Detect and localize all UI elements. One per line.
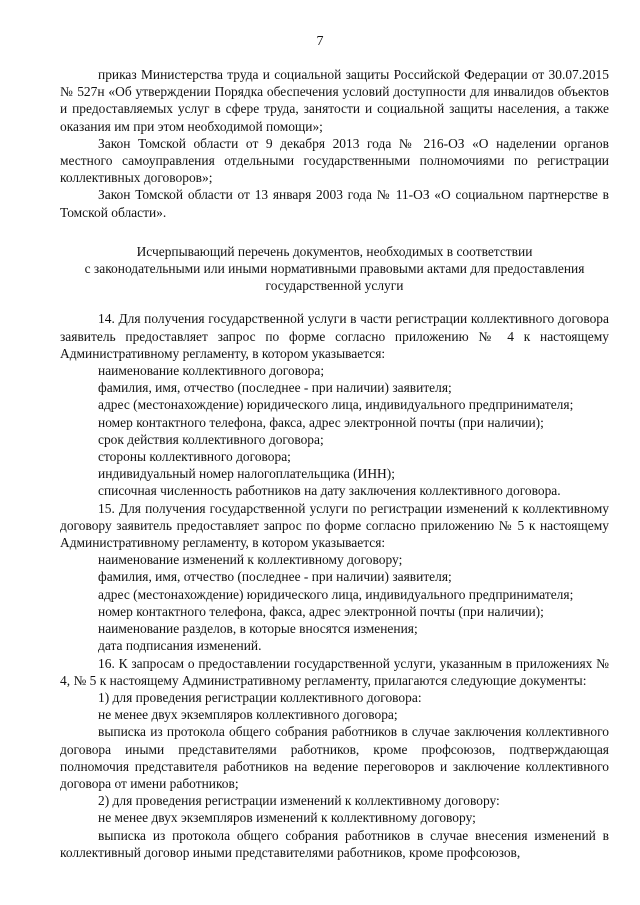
- section-heading-line: Исчерпывающий перечень документов, необходимых в соответствии: [136, 243, 533, 259]
- paragraph: 15. Для получения государственной услуги по регистрации изменений к коллективному договору заявитель предоставляет запрос по форме согласно приложению № 5 к настоящему Административному регламенту, в котором указывается:: [60, 500, 609, 551]
- list-item: не менее двух экземпляров изменений к коллективному договору;: [98, 810, 476, 826]
- list-item: выписка из протокола общего собрания работников в случае заключения коллективного договора иными представителями работников, кроме профсоюзов, подтверждающая полномочия представителя работников на ведение переговоров и заключение коллективного договора от имени работников;: [60, 724, 609, 791]
- list-item: фамилия, имя, отчество (последнее - при наличии) заявителя;: [98, 569, 452, 585]
- list-item: фамилия, имя, отчество (последнее - при наличии) заявителя;: [98, 380, 452, 396]
- section-heading-line: государственной услуги: [265, 278, 404, 294]
- list-item: 1) для проведения регистрации коллективного договора:: [98, 689, 422, 705]
- paragraph: 14. Для получения государственной услуги в части регистрации коллективного договора заявитель предоставляет запрос по форме согласно приложению № 4 к настоящему Административному регламенту, в котором указывается:: [60, 311, 609, 361]
- list-item: номер контактного телефона, факса, адрес электронной почты (при наличии);: [98, 414, 544, 430]
- list-item: адрес (местонахождение) юридического лица, индивидуального предпринимателя;: [98, 397, 574, 413]
- section-heading: [60, 243, 609, 295]
- list-item: индивидуальный номер налогоплательщика (ИНН);: [98, 466, 395, 482]
- paragraph: приказ Министерства труда и социальной защиты Российской Федерации от 30.07.2015 № 527н «Об утверждении Порядка обеспечения условий доступности для инвалидов объектов и предоставляемых услуг в сфере труда, занятости и социальной защиты населения, а также оказания им при этом необходимой помощи»;: [60, 67, 609, 134]
- list-item: наименование разделов, в которые вносятся изменения;: [98, 621, 418, 637]
- list-item: не менее двух экземпляров коллективного договора;: [98, 707, 398, 723]
- document-body: [60, 66, 609, 861]
- list-item: 2) для проведения регистрации изменений к коллективному договору:: [98, 793, 500, 809]
- list-item: наименование изменений к коллективному договору;: [98, 552, 403, 568]
- paragraph: Закон Томской области от 9 декабря 2013 года № 216-ОЗ «О наделении органов местного самоуправления отдельными государственными полномочиями по регистрации коллективных договоров»;: [60, 135, 609, 186]
- page-number: 7: [316, 34, 324, 49]
- list-item: стороны коллективного договора;: [98, 449, 291, 465]
- list-item: наименование коллективного договора;: [98, 363, 325, 379]
- list-item: списочная численность работников на дату заключения коллективного договора.: [98, 483, 561, 499]
- list-item: выписка из протокола общего собрания работников в случае внесения изменений в коллективный договор иными представителями работников, кроме профсоюзов,: [60, 827, 609, 860]
- section-heading-line: с законодательными или иными нормативными правовыми актами для предоставления: [84, 261, 585, 277]
- list-item: адрес (местонахождение) юридического лица, индивидуального предпринимателя;: [98, 586, 574, 602]
- paragraph: Закон Томской области от 13 января 2003 года № 11-ОЗ «О социальном партнерстве в Томской области».: [60, 187, 609, 220]
- list-item: номер контактного телефона, факса, адрес электронной почты (при наличии);: [98, 603, 544, 619]
- list-item: срок действия коллективного договора;: [98, 431, 324, 447]
- list-item: дата подписания изменений.: [98, 638, 262, 654]
- paragraph: 16. К запросам о предоставлении государственной услуги, указанным в приложениях № 4, № 5 к настоящему Административному регламенту, прилагаются следующие документы:: [60, 655, 609, 688]
